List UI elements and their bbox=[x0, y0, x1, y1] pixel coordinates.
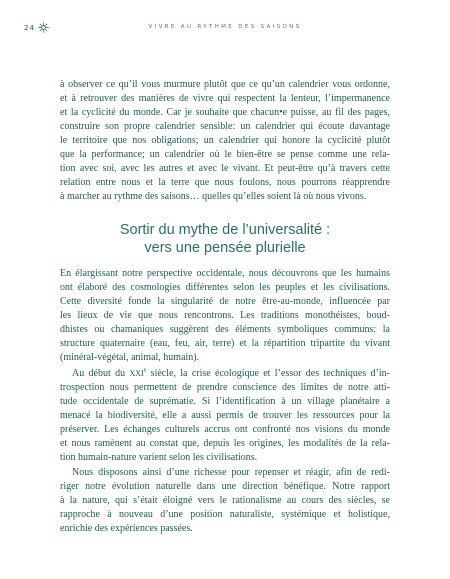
text-line: En élargissant notre perspective occidentale, nous découvrons que les humains bbox=[60, 268, 390, 279]
text-line: tion avec soi, avec les autres et avec le vivant. Et peut-être qu’à travers cette bbox=[60, 163, 390, 174]
text-line: à la nature, qui s’était éloigné vers le rationalisme au cours des siècles, se bbox=[60, 495, 390, 506]
text-segment: Au début du bbox=[72, 368, 130, 379]
text-line: ont élaboré des cosmologies différentes selon les peuples et les civilisations. bbox=[60, 282, 390, 293]
paragraph-cosmologies bbox=[60, 267, 390, 365]
text-line: structure quaternaire (eau, feu, air, terre) et la répartition tripartite du vivant bbox=[60, 338, 390, 349]
century-superscript: e bbox=[143, 367, 147, 374]
text-line: tude occidentale de suprématie. Si l’identification à un village planétaire a bbox=[60, 396, 390, 407]
text-line: et la cyclicité du monde. Car je souhaite que chacun•e puisse, au fil des pages, bbox=[60, 107, 390, 118]
text-line: menacé la biodiversité, elle a aussi permis de trouver les ressources pour la bbox=[60, 410, 390, 421]
text-line: préserver. Les échanges culturels accrus ont confronté nos visions du monde bbox=[60, 424, 390, 435]
text-line: les lieux de vie que nous rencontrons. Les traditions monothéistes, boud- bbox=[60, 310, 390, 321]
page-header bbox=[24, 24, 426, 38]
text-line: que la performance; un calendrier où le bien-être se pense comme une rela- bbox=[60, 149, 390, 160]
text-line: enrichie des expériences passées. bbox=[60, 523, 193, 534]
text-line: rapproche à nouveau d’une position naturaliste, systémique et holistique, bbox=[60, 509, 390, 520]
text-line: à observer ce qu’il vous murmure plutôt que ce qu’un calendrier vous ordonne, bbox=[60, 79, 390, 90]
section-heading-line-1: Sortir du mythe de l’universalité : bbox=[119, 222, 331, 238]
text-line: Cette diversité fonde la singularité de notre être-au-monde, influencée par bbox=[60, 296, 390, 307]
paragraph-ecological-crisis bbox=[60, 367, 390, 465]
text-segment: siècle, la crise écologique et l’essor des techniques d’in- bbox=[146, 368, 390, 379]
text-line: Nous disposons ainsi d’une richesse pour repenser et réagir, afin de redi- bbox=[72, 467, 390, 478]
text-line: trospection nous permettent de prendre conscience des limites de notre atti- bbox=[60, 382, 390, 393]
text-line: tion humain-nature varient selon les civilisations. bbox=[60, 452, 258, 463]
text-line: construire son propre calendrier sensible: un calendrier qui écoute davantage bbox=[60, 121, 390, 132]
text-line: dhistes ou chamaniques suggèrent des éléments symboliques communs: la bbox=[60, 324, 390, 335]
paragraph-intro bbox=[60, 78, 390, 204]
running-title: VIVRE AU RYTHME DES SAISONS bbox=[148, 24, 302, 30]
page-number: 24 bbox=[24, 24, 35, 32]
text-line bbox=[60, 367, 390, 381]
text-line: (minéral-végétal, animal, humain). bbox=[60, 352, 200, 363]
text-line: et à retrouver des manières de vivre qui respectent la lenteur, l’impermanence bbox=[60, 93, 390, 104]
paragraph-richness bbox=[60, 466, 390, 536]
text-line: et nous ramènent au constat que, depuis les origines, les modalités de la rela- bbox=[60, 438, 390, 449]
century-numeral: XXI bbox=[129, 369, 144, 378]
text-line: relation entre nous et la terre que nous foulons, nous pourrons réapprendre bbox=[60, 177, 390, 188]
text-line: à marcher au rythme des saisons… quelles qu’elles soient là où nous vivons. bbox=[60, 191, 367, 202]
section-heading-line-2: vers une pensée plurielle bbox=[144, 240, 306, 256]
section-heading bbox=[60, 221, 390, 257]
text-line: le territoire que nos obligations; un calendrier qui honore la cyclicité plutôt bbox=[60, 135, 390, 146]
text-line: riger notre évolution naturelle dans une direction bénéfique. Notre rapport bbox=[60, 481, 390, 492]
